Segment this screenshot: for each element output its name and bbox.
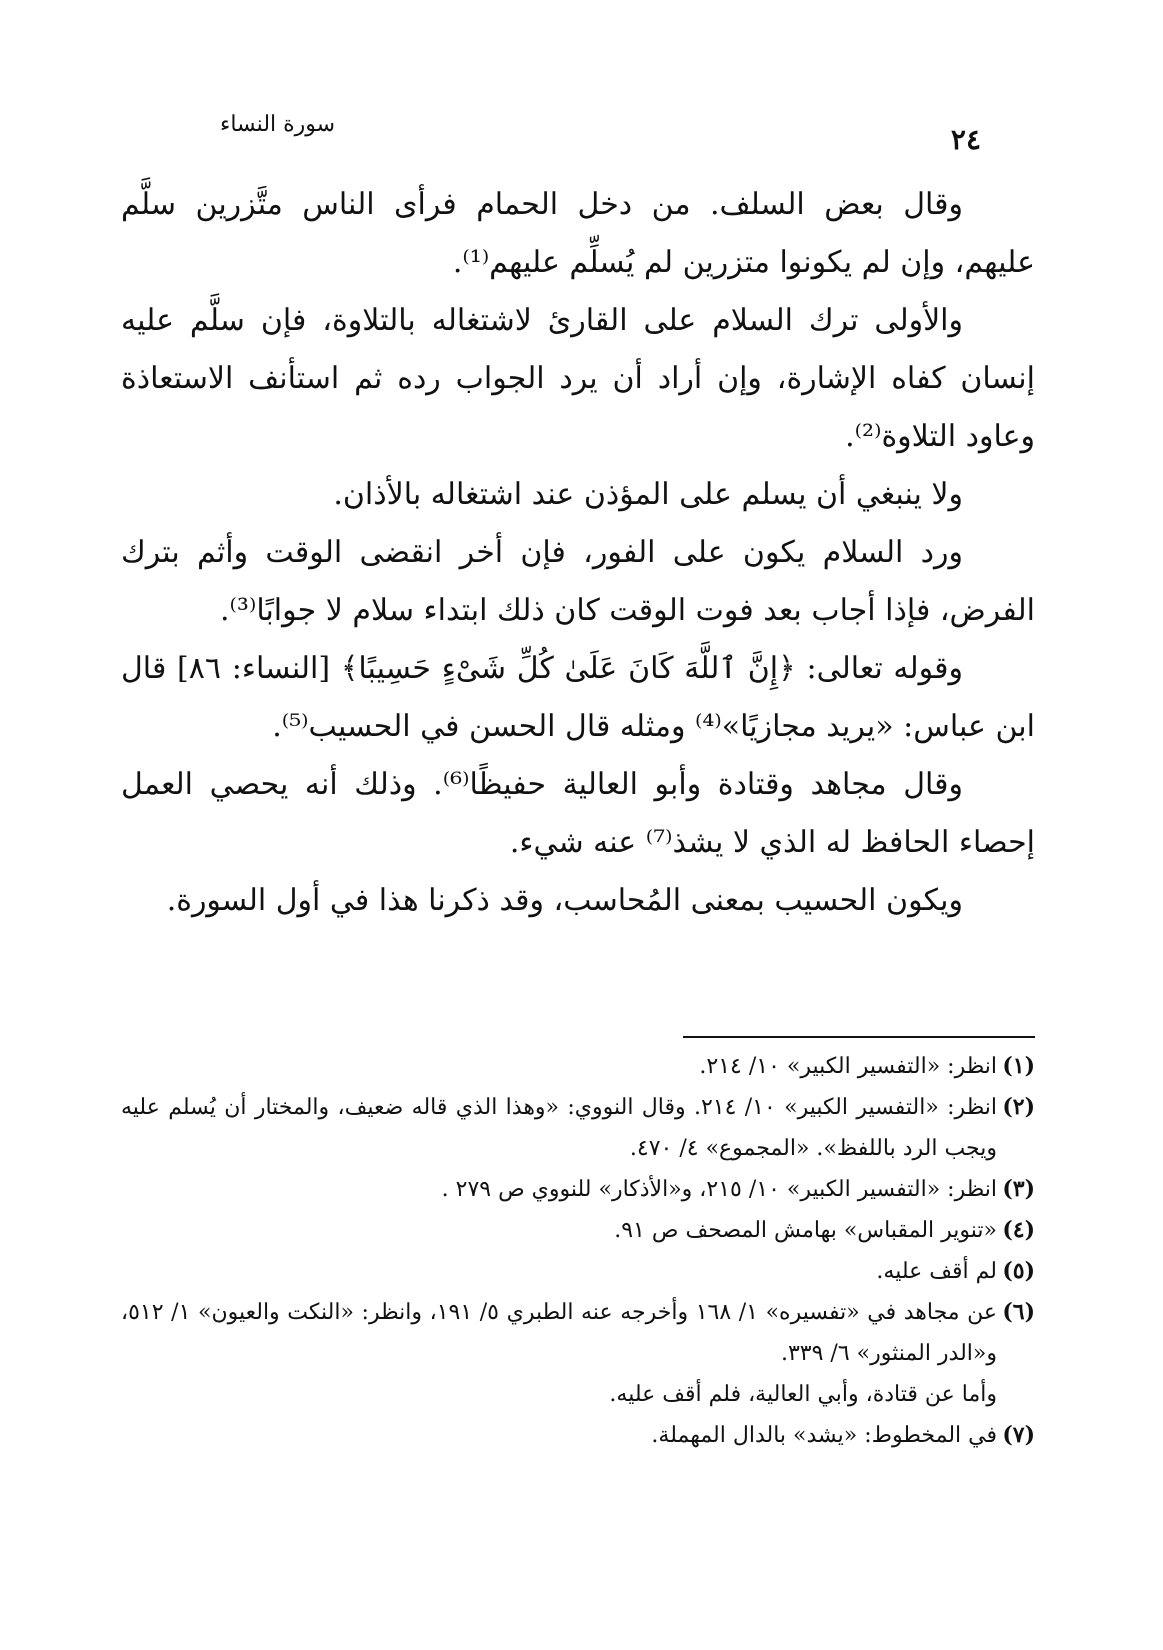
- footnote-text: [121, 1251, 997, 1292]
- footnote-number: (٢): [1002, 1094, 1035, 1120]
- footnote-text: [121, 1046, 997, 1087]
- footnote-line: لم أقف عليه.: [876, 1259, 997, 1284]
- footnote-text: [121, 1210, 997, 1251]
- paragraph: وقوله تعالى: ﴿إِنَّ ٱللَّهَ كَانَ عَلَىٰ كُلِّ شَىْءٍ حَسِيبًا﴾ [النساء: ٨٦] قال ابن عباس: «يريد مجازيًا»⁽⁴⁾ ومثله قال الحسن في الحسيب⁽⁵⁾.: [121, 651, 1035, 744]
- footnote-text: [121, 1292, 997, 1415]
- footnote-line: انظر: «التفسير الكبير» ١٠/ ٢١٥، و«الأذكار» للنووي ص ٢٧٩ .: [441, 1177, 997, 1202]
- paragraph: ولا ينبغي أن يسلم على المؤذن عند اشتغاله بالأذان.: [333, 477, 963, 512]
- footnote-text: [121, 1169, 997, 1210]
- paragraph: والأولى ترك السلام على القارئ لاشتغاله بالتلاوة، فإن سلَّم عليه إنسان كفاه الإشارة، وإن أراد أن يرد الجواب رده ثم استأنف الاستعاذة وعاود التلاوة⁽²⁾.: [121, 303, 1035, 454]
- footnote-separator: [683, 1036, 1035, 1038]
- footnote-line: انظر: «التفسير الكبير» ١٠/ ٢١٤. وقال النووي: «وهذا الذي قاله ضعيف، والمختار أن يُسلم عليه ويجب الرد باللفظ». «المجموع» ٤/ ٤٧٠.: [121, 1095, 997, 1161]
- footnote-text: [121, 1087, 997, 1169]
- footnote-line: «تنوير المقباس» بهامش المصحف ص ٩١.: [614, 1218, 997, 1243]
- running-title: سورة النساء: [220, 112, 336, 137]
- footnote: [121, 1087, 1035, 1169]
- footnotes: [121, 1036, 1035, 1456]
- main-text: [121, 176, 1035, 930]
- footnote: [121, 1415, 1035, 1456]
- paragraph: وقال بعض السلف. من دخل الحمام فرأى الناس متَّزرين سلَّم عليهم، وإن لم يكونوا متزرين لم يُسلِّم عليهم⁽¹⁾.: [121, 187, 1035, 280]
- footnote: [121, 1169, 1035, 1210]
- footnote-line: في المخطوط: «يشد» بالدال المهملة.: [651, 1423, 997, 1448]
- paragraph: وقال مجاهد وقتادة وأبو العالية حفيظًا⁽⁶⁾. وذلك أنه يحصي العمل إحصاء الحافظ له الذي لا يشذ⁽⁷⁾ عنه شيء.: [121, 767, 1035, 860]
- footnote: [121, 1046, 1035, 1087]
- footnote-line: عن مجاهد في «تفسيره» ١/ ١٦٨ وأخرجه عنه الطبري ٥/ ١٩١، وانظر: «النكت والعيون» ١/ ٥١٢، و«الدر المنثور» ٦/ ٣٣٩.: [121, 1300, 998, 1366]
- paragraph: ويكون الحسيب بمعنى المُحاسب، وقد ذكرنا هذا في أول السورة.: [166, 883, 963, 918]
- footnote: [121, 1210, 1035, 1251]
- footnote-text: [121, 1415, 997, 1456]
- footnote-number: (٤): [1002, 1217, 1035, 1243]
- footnote-line: انظر: «التفسير الكبير» ١٠/ ٢١٤.: [699, 1054, 997, 1079]
- footnote-number: (٧): [1002, 1422, 1035, 1448]
- footnote: [121, 1292, 1035, 1415]
- footnote-number: (٦): [1002, 1299, 1035, 1325]
- footnote-number: (٣): [1002, 1176, 1035, 1202]
- page-header: [0, 108, 1163, 160]
- footnote-line: وأما عن قتادة، وأبي العالية، فلم أقف عليه.: [609, 1382, 997, 1407]
- paragraph: ورد السلام يكون على الفور، فإن أخر انقضى الوقت وأثم بترك الفرض، فإذا أجاب بعد فوت الوقت كان ذلك ابتداء سلام لا جوابًا⁽³⁾.: [121, 535, 1035, 628]
- footnote: [121, 1251, 1035, 1292]
- page-number: ٢٤: [950, 123, 981, 156]
- footnote-number: (١): [1002, 1053, 1035, 1079]
- footnote-number: (٥): [1002, 1258, 1035, 1284]
